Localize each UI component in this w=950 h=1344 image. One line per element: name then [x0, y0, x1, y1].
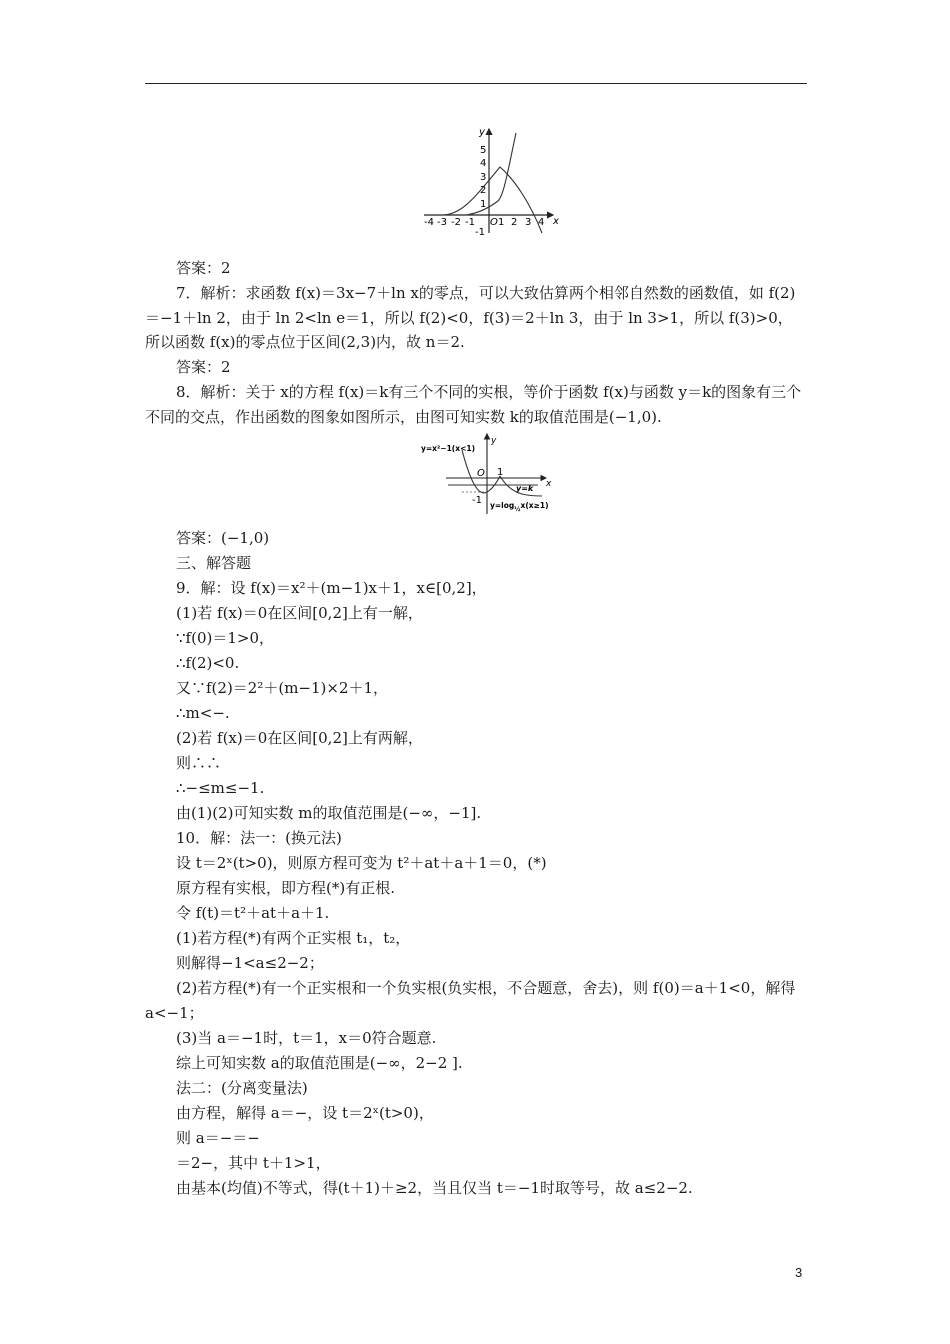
y-tick-label: -1 [472, 495, 482, 506]
solution-9-line: ∴f(2)<0. [176, 654, 240, 672]
page-number: 3 [795, 1265, 803, 1280]
x-tick-label: 1 [497, 467, 504, 478]
x-tick-label: -2 [451, 217, 461, 228]
solution-9-line: 9．解：设 f(x)＝x²＋(m−1)x＋1，x∈[0,2]， [176, 579, 487, 597]
solution-10-line: 由基本(均值)不等式，得(t＋1)＋≥2，当且仅当 t＝−1时取等号，故 a≤2−2. [176, 1179, 693, 1197]
answer-8: 答案：(−1,0) [176, 529, 270, 547]
log-curve-label: $y=\log_{\frac{1}{2}}x(x\ge 1)$ [490, 501, 549, 513]
answer-6: 答案：2 [176, 259, 231, 277]
left-curve-label: y=x²−1(x<1) [421, 444, 475, 453]
figure-1-graph [420, 125, 565, 237]
y-tick-label: 4 [480, 158, 487, 169]
solution-9-line: (1)若 f(x)＝0在区间[0,2]上有一解， [176, 604, 423, 622]
header-rule [145, 83, 807, 84]
solution-9-line: (2)若 f(x)＝0在区间[0,2]上有两解， [176, 729, 423, 747]
x-axis-label: x [546, 479, 552, 489]
solution-10-line: 则解得−1<a≤2−2； [176, 954, 324, 972]
x-tick-label: -1 [465, 217, 475, 228]
y-tick-label: -1 [475, 227, 485, 237]
solution-9-line: 则∴∴ [176, 754, 222, 772]
solution-8: 8．解析：关于 x的方程 f(x)＝k有三个不同的实根，等价于函数 f(x)与函数 y＝k的图象有三个不同的交点，作出函数的图象如图所示，由图可知实数 k的取值范围是(−1,0). [145, 383, 802, 426]
x-axis-label: x [553, 216, 559, 227]
origin-label: O [490, 217, 498, 228]
solution-9-line: ∴m<−. [176, 704, 230, 722]
y-axis-label: y [479, 127, 485, 138]
solution-9-line: 又∵f(2)＝2²＋(m−1)×2＋1， [176, 679, 389, 697]
curve-b [466, 133, 516, 215]
solution-10-line: 由方程，解得 a＝−，设 t＝2ˣ(t>0)， [176, 1104, 434, 1122]
solution-10-line: 10．解：法一：(换元法) [176, 829, 342, 847]
solution-10-line: 则 a＝−＝− [176, 1129, 260, 1147]
x-tick-label: 1 [498, 217, 505, 228]
y-axis-label: y [491, 436, 497, 446]
solution-9-line: 由(1)(2)可知实数 m的取值范围是(−∞，−1]. [176, 804, 482, 822]
solution-10-line: 设 t＝2ˣ(t>0)，则原方程可变为 t²＋at＋a＋1＝0，(*) [176, 854, 547, 872]
section-heading: 三、解答题 [176, 554, 252, 572]
solution-9-line: ∵f(0)＝1>0， [176, 629, 274, 647]
x-tick-label: 2 [511, 217, 518, 228]
y-tick-label: 5 [480, 145, 487, 156]
y-tick-label: 2 [480, 185, 487, 196]
x-tick-label: 3 [525, 217, 532, 228]
answer-7: 答案：2 [176, 358, 231, 376]
x-tick-label: 4 [538, 217, 545, 228]
solution-10-line: 令 f(t)＝t²＋at＋a＋1. [176, 904, 330, 922]
solution-10-line: 法二：(分离变量法) [176, 1079, 308, 1097]
x-tick-label: -3 [437, 217, 447, 228]
solution-9-line: ∴−≤m≤−1. [176, 779, 265, 797]
x-tick-label: -4 [424, 217, 434, 228]
y-tick-label: 3 [480, 172, 487, 183]
k-line-label: y=k [516, 484, 534, 493]
origin-label: O [477, 468, 485, 479]
solution-10-line: 原方程有实根，即方程(*)有正根. [176, 879, 395, 897]
solution-7: 7．解析：求函数 f(x)＝3x−7＋ln x的零点，可以大致估算两个相邻自然数的函数值，如 f(2)＝−1＋ln 2，由于 ln 2<ln e＝1，所以 f(2)<0，f(3)＝2＋ln 3，由于 ln 3>1，所以 f(3)>0，所以函数 f(x)的零点位于区间(2,3)内，故 n＝2. [145, 284, 796, 351]
solution-10-line: ＝2−，其中 t＋1>1， [176, 1154, 331, 1172]
solution-10-line: (1)若方程(*)有两个正实根 t₁，t₂， [176, 929, 411, 947]
figure-2-graph [420, 430, 560, 516]
solution-10-line: 综上可知实数 a的取值范围是(−∞，2−2 ]. [176, 1054, 463, 1072]
solution-10-line: (2)若方程(*)有一个正实根和一个负实根(负实根，不合题意，舍去)，则 f(0)＝a＋1<0，解得 a<−1； [145, 979, 796, 1022]
y-tick-label: 1 [480, 199, 487, 210]
solution-10-line: (3)当 a＝−1时，t＝1，x＝0符合题意. [176, 1029, 437, 1047]
